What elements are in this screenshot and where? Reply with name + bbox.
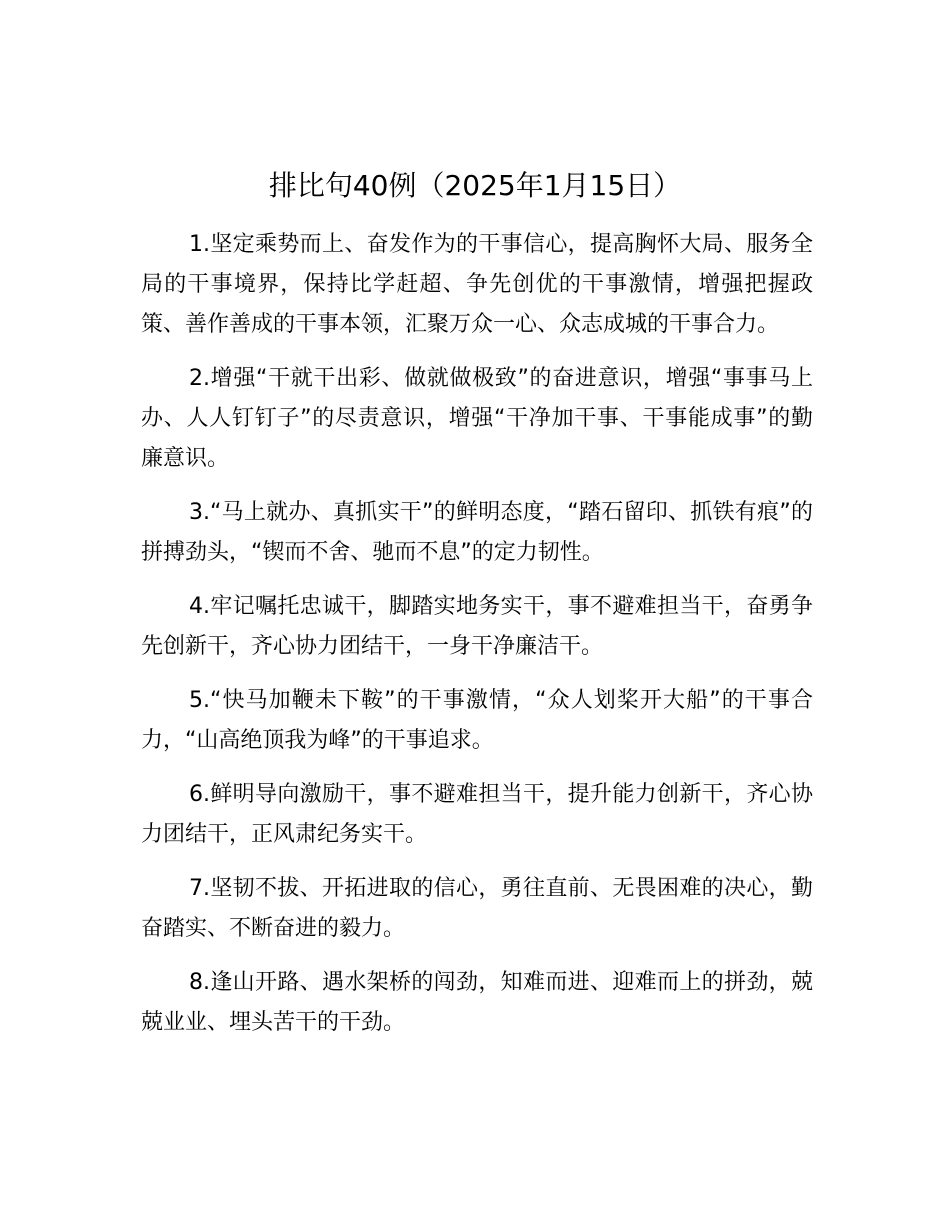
- paragraph-4: 4.牢记嘱托忠诚干，脚踏实地务实干，事不避难担当干，奋勇争先创新干，齐心协力团结干，一身干净廉洁干。: [141, 594, 813, 659]
- paragraph-2: 2.增强“干就干出彩、做就做极致”的奋进意识，增强“事事马上办、人人钉钉子”的尽责意识，增强“干净加干事、干事能成事”的勤廉意识。: [141, 366, 813, 471]
- document-body: [141, 225, 813, 1057]
- paragraph-7: 7.坚韧不拔、开拓进取的信心，勇往直前、无畏困难的决心，勤奋踏实、不断奋进的毅力。: [141, 876, 813, 941]
- paragraph-6: 6.鲜明导向激励干，事不避难担当干，提升能力创新干，齐心协力团结干，正风肃纪务实干。: [141, 782, 813, 847]
- paragraph-3: 3.“马上就办、真抓实干”的鲜明态度，“踏石留印、抓铁有痕”的拼搏劲头，“锲而不舍、驰而不息”的定力韧性。: [141, 500, 813, 565]
- document-title: 排比句40例（2025年1月15日）: [268, 169, 682, 202]
- paragraph-1: 1.坚定乘势而上、奋发作为的干事信心，提高胸怀大局、服务全局的干事境界，保持比学赶超、争先创优的干事激情，增强把握政策、善作善成的干事本领，汇聚万众一心、众志成城的干事合力。: [141, 232, 813, 337]
- paragraph-5: 5.“快马加鞭未下鞍”的干事激情，“众人划桨开大船”的干事合力，“山高绝顶我为峰”的干事追求。: [141, 688, 813, 753]
- paragraph-8: 8.逢山开路、遇水架桥的闯劲，知难而进、迎难而上的拼劲，兢兢业业、埋头苦干的干劲。: [141, 970, 813, 1035]
